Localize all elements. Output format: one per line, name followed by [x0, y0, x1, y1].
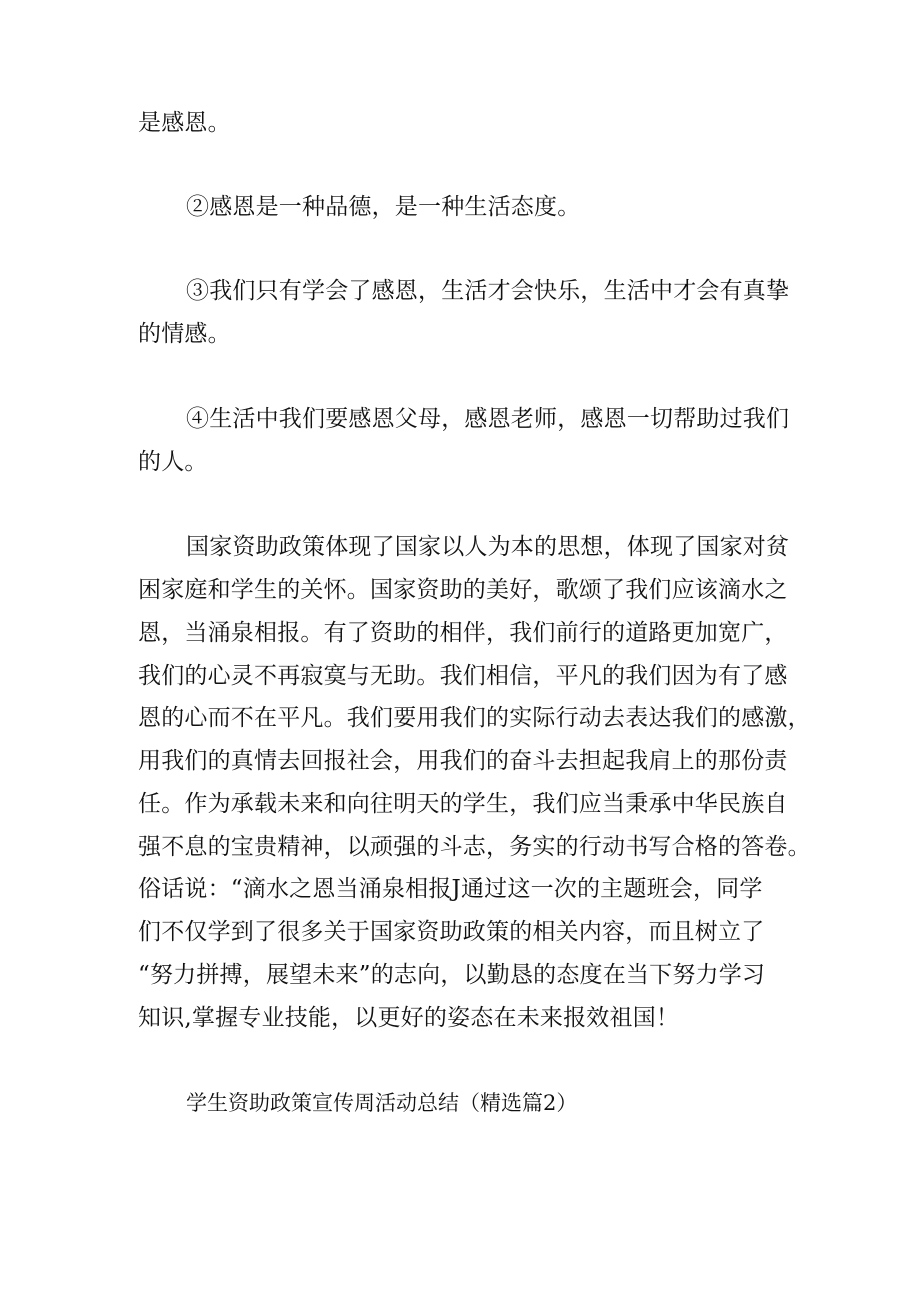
point-2: ②感恩是一种品德，是一种生活态度。 [186, 194, 581, 220]
section-heading: 学生资助政策宣传周活动总结（精选篇2） [186, 1091, 578, 1115]
summary-line: 用我们的真情去回报社会，用我们的奋斗去担起我肩上的那份责 [138, 748, 788, 774]
point-3-line-1: ③我们只有学会了感恩，生活才会快乐，生活中才会有真挚 [186, 278, 790, 304]
summary-line: “努力拼搏，展望未来”的志向，以勤恳的态度在当下努力学习 [138, 962, 766, 988]
summary-line: 任。作为承载未来和向往明天的学生，我们应当秉承中华民族自 [138, 791, 788, 817]
summary-line: 恩的心而不在平凡。我们要用我们的实际行动去表达我们的感激， [138, 705, 811, 731]
paragraph-fragment: 是感恩。 [138, 110, 231, 136]
summary-line: 知识,掌握专业技能，以更好的姿态在未来报效祖国！ [138, 1005, 680, 1031]
point-4-line-1: ④生活中我们要感恩父母，感恩老师，感恩一切帮助过我们 [186, 406, 790, 432]
summary-line: 强不息的宝贵精神，以顽强的斗志，务实的行动书写合格的答卷。 [138, 834, 811, 860]
summary-line: 国家资助政策体现了国家以人为本的思想，体现了国家对贫 [186, 534, 790, 560]
summary-line: 俗话说：“滴水之恩当涌泉相报J通过这一次的主题班会，同学 [138, 876, 763, 902]
summary-line: 我们的心灵不再寂寞与无助。我们相信，平凡的我们因为有了感 [138, 663, 788, 689]
summary-line: 困家庭和学生的关怀。国家资助的美好，歌颂了我们应该滴水之 [138, 577, 788, 603]
summary-line: 恩，当涌泉相报。有了资助的相伴，我们前行的道路更加宽广， [138, 620, 788, 646]
point-3-line-2: 的情感。 [138, 321, 231, 347]
summary-line: 们不仅学到了很多关于国家资助政策的相关内容，而且树立了 [138, 919, 765, 945]
point-4-line-2: 的人。 [138, 449, 208, 475]
